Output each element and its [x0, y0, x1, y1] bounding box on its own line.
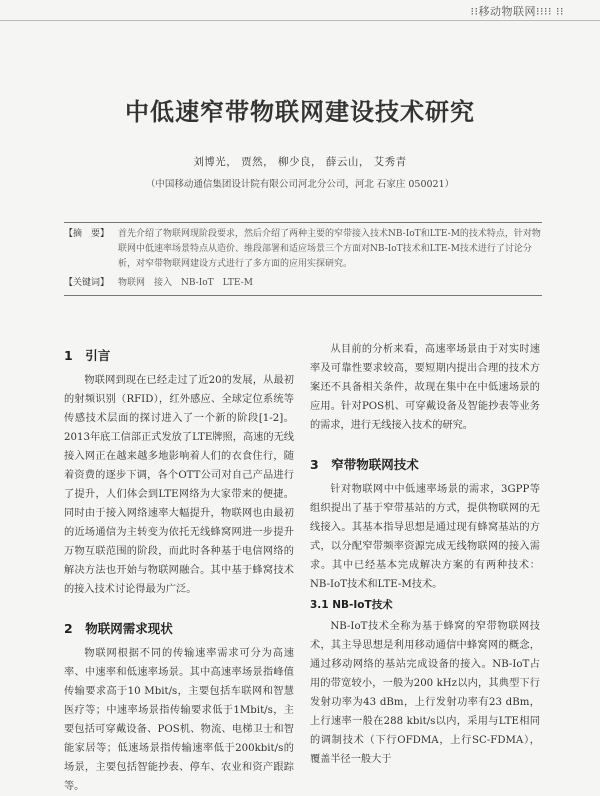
header-rule	[0, 20, 600, 21]
right-column	[310, 340, 540, 769]
article-affiliation: （中国移动通信集团设计院有限公司河北分公司，河北 石家庄 050021）	[145, 179, 455, 190]
section-1-paragraph: 物联网到现在已经走过了近20的发展，从最初的射频识别（RFID），红外感应、全球定位系统等传感技术层面的探讨进入了一个新的阶段[1-2]。2013年底工信部正式发放了LTE牌照，高速的无线接入网正在越来越多地影响着人们的衣食住行，随着资费的逐步下调，各个OTT公司对自己产品进行了提升，人们体会到LTE网络为大家带来的便捷。同时由于接入网络速率大幅提升，物联网也由最初的近场通信为主转变为依托无线蜂窝网进一步提升万物互联范围的阶段，而此时各种基于电信网络的解决方法也开始与物联网融合。其中基于蜂窝技术的接入技术讨论得最为广泛。	[64, 375, 294, 595]
section-2-heading: 2 物联网需求现状	[64, 621, 173, 636]
section-3-1-heading: 3.1 NB-IoT技术	[310, 599, 393, 611]
abstract-row	[64, 227, 542, 272]
article-authors: 刘博光， 贾然， 柳少良， 薛云山， 艾秀青	[193, 156, 407, 168]
left-column	[64, 340, 294, 796]
keywords-text: 物联网 接入 NB-IoT LTE-M	[118, 278, 253, 288]
abstract-box	[64, 222, 542, 296]
section-1-heading: 1 引言	[64, 348, 111, 363]
section-3-heading: 3 窄带物联网技术	[310, 457, 419, 472]
section-2-paragraph-continued: 从目前的分析来看，高速率场景由于对实时速率及可靠性要求较高，要短期内提出合理的技术方案还不具备相关条件，故现在集中在中低速场景的应用。针对POS机、可穿戴设备及智能抄表等业务的需求，进行无线接入技术的研究。	[310, 344, 540, 431]
keywords-row	[64, 276, 542, 291]
abstract-text: 首先介绍了物联网现阶段要求，然后介绍了两种主要的窄带接入技术NB-IoT和LTE-M的技术特点，针对物联网中低速率场景特点从造价、维段部署和适应场景三个方面对NB-IoT技术和LTE-M技术进行了讨论分析，对窄带物联网建设方式进行了多方面的应用实探研究。	[118, 229, 541, 269]
section-2-paragraph: 物联网根据不同的传输速率需求可分为高速率、中速率和低速率场景。其中高速率场景指峰值传输要求高于10 Mbit/s，主要包括车联网和智慧医疗等；中速率场景指传输要求低于1Mbit/s，主要包括可穿戴设备、POS机、物流、电梯卫士和智能家居等；低速场景指传输速率低于200kbit/s的场景，主要包括智能抄表、停车、农业和资产跟踪等。	[64, 648, 294, 792]
keywords-label: 【关键词】	[64, 278, 110, 288]
abstract-label: 【摘 要】	[64, 229, 110, 239]
article-title: 中低速窄带物联网建设技术研究	[125, 98, 475, 126]
section-3-1-paragraph: NB-IoT技术全称为基于蜂窝的窄带物联网技术，其主导思想是利用移动通信中蜂窝网的概念，通过移动网络的基站完成设备的接入。NB-IoT占用的带宽较小，一般为200 kHz以内，其典型下行发射功率为43 dBm，上行发射功率有23 dBm，上行速率一般在288 kbit/s以内，采用与LTE相同的调制技术（下行OFDMA，上行SC-FDMA），覆盖半径一般大于	[310, 621, 540, 765]
journal-section-tag: ⁝⁝移动物联网⁝⁝⁝⁝ ⁝⁝	[470, 5, 564, 18]
section-3-paragraph: 针对物联网中中低速率场景的需求，3GPP等组织提出了基于窄带基站的方式，提供物联网的无线接入。其基本指导思想是通过现有蜂窝基站的方式，以分配窄带频率资源完成无线物联网的接入需求。其中已经基本完成解决方案的有两种技术：NB-IoT技术和LTE-M技术。	[310, 484, 540, 590]
